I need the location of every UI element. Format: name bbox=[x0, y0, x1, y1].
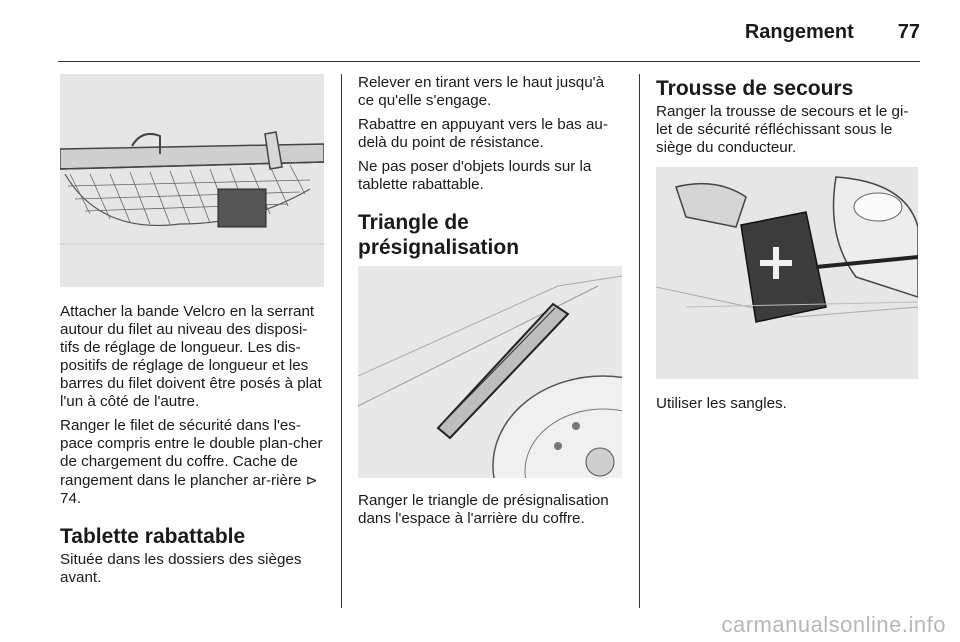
paragraph-raise: Relever en tirant vers le haut jusqu'à ce qu'elle s'engage. bbox=[358, 74, 605, 109]
column-2 bbox=[358, 74, 624, 534]
column-3 bbox=[656, 74, 920, 419]
watermark: carmanualsonline.info bbox=[721, 612, 946, 637]
column-divider-1 bbox=[341, 74, 342, 608]
luggage-net-illustration bbox=[60, 74, 324, 287]
section-title: Rangement bbox=[744, 20, 854, 43]
header-rule bbox=[58, 61, 920, 62]
first-aid-kit-illustration bbox=[656, 167, 918, 379]
heading-triangle: Triangle de présignalisation bbox=[358, 211, 520, 259]
paragraph-no-heavy: Ne pas poser d'objets lourds sur la tablette rabattable. bbox=[358, 158, 592, 193]
paragraph-tablette: Située dans les dossiers des sièges avant. bbox=[60, 551, 302, 586]
paragraph-store-net: Ranger le filet de sécurité dans l'es-pace compris entre le double plan-cher de chargement du coffre. Cache de rangement dans le plancher ar-rière ⊳ 74. bbox=[60, 417, 323, 507]
column-divider-2 bbox=[639, 74, 640, 608]
paragraph-velcro: Attacher la bande Velcro en la serrant autour du filet au niveau des disposi-tifs de réglage de longueur. Les dis-positifs de réglage de longueur et les barres du filet doivent être posés à plat l'un à côté de l'autre. bbox=[60, 303, 322, 410]
page-number: 77 bbox=[897, 20, 920, 43]
page-reference-link[interactable]: 74. bbox=[60, 490, 82, 507]
warning-triangle-illustration bbox=[358, 266, 622, 478]
column-1 bbox=[60, 74, 326, 593]
heading-tablette: Tablette rabattable bbox=[60, 525, 246, 548]
paragraph-fold: Rabattre en appuyant vers le bas au-delà du point de résistance. bbox=[358, 116, 608, 151]
paragraph-straps: Utiliser les sangles. bbox=[656, 395, 787, 412]
heading-first-aid: Trousse de secours bbox=[656, 77, 854, 100]
paragraph-store-triangle: Ranger le triangle de présignalisation dans l'espace à l'arrière du coffre. bbox=[358, 492, 609, 527]
paragraph-first-aid: Ranger la trousse de secours et le gi-let de sécurité réfléchissant sous le siège du conducteur. bbox=[656, 103, 909, 156]
page-header bbox=[0, 16, 920, 48]
triangle-reference-icon: ⊳ bbox=[305, 472, 318, 488]
